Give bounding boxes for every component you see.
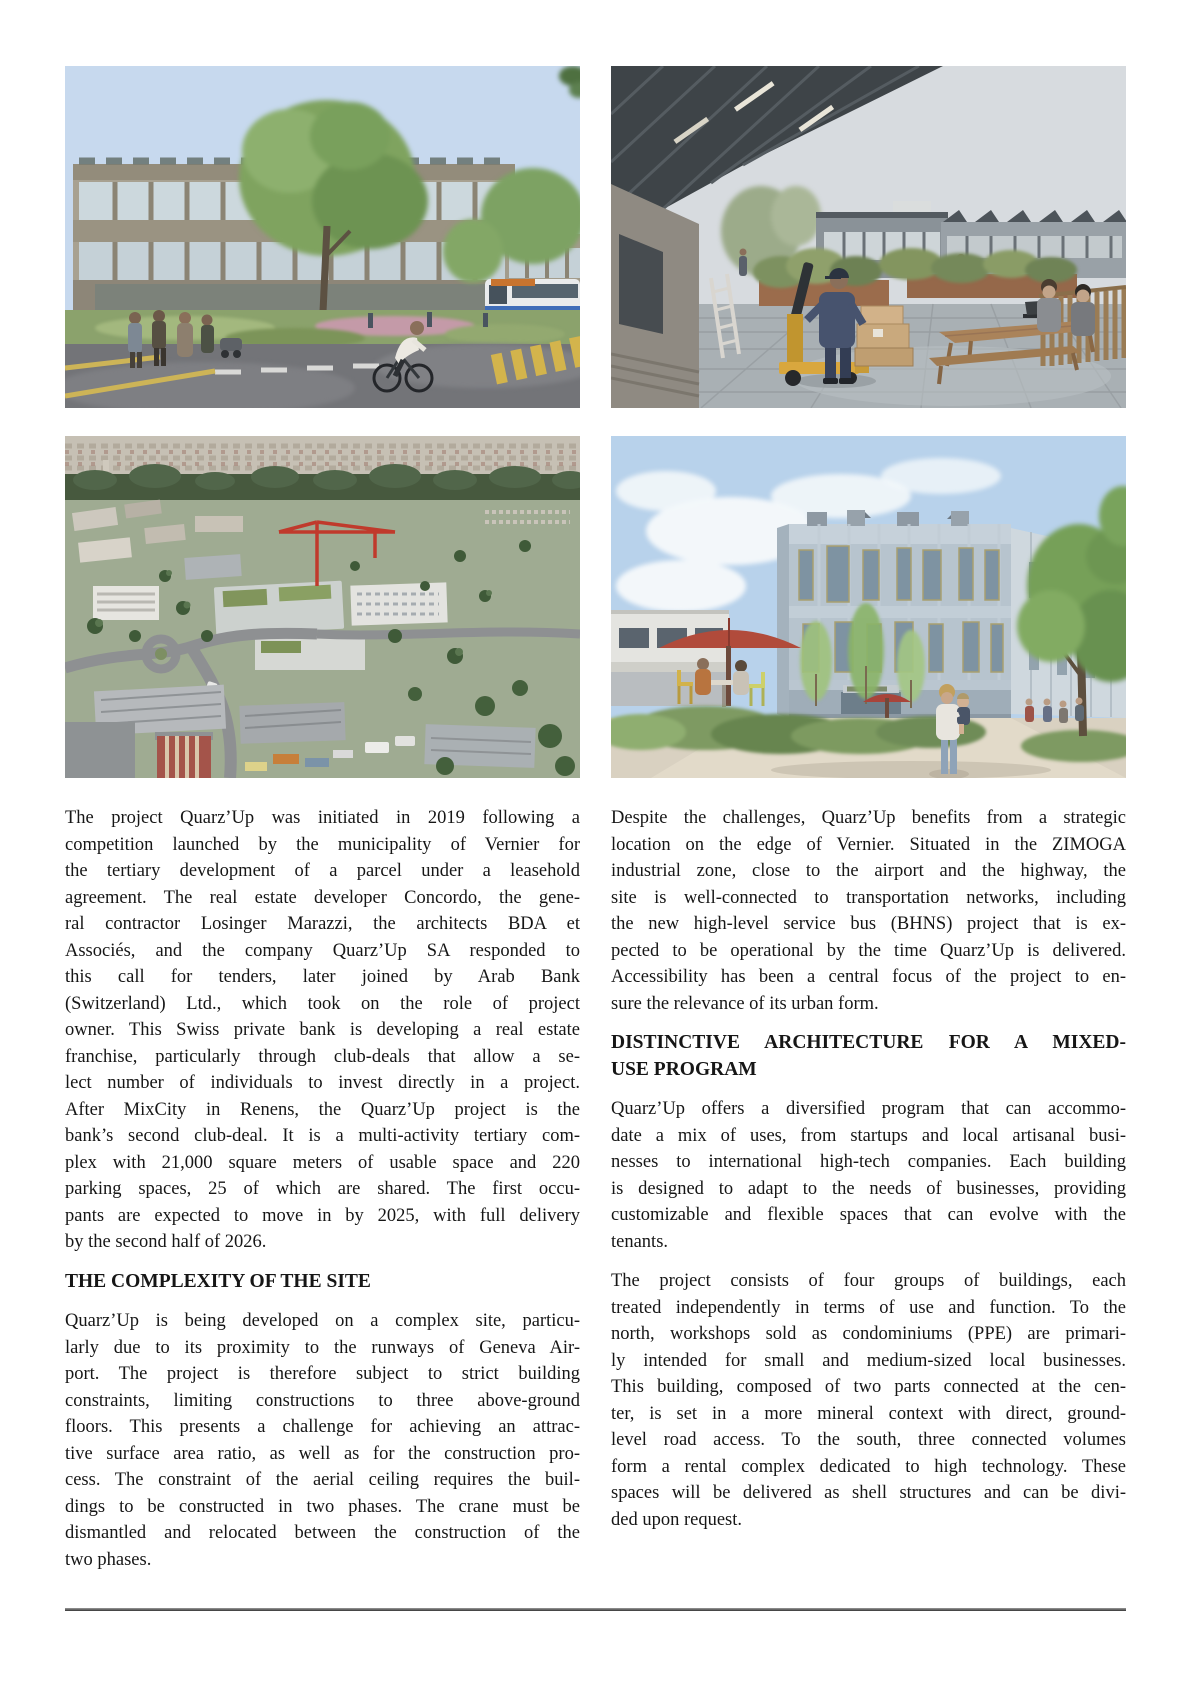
text-line: Quarz’Up is being developed on a complex site, particu- <box>65 1311 580 1331</box>
text-line: customizable and flexible spaces that can evolve with the <box>611 1205 1126 1225</box>
text-line: competition launched by the municipality of Vernier for <box>65 834 580 855</box>
text-line: This building, composed of two parts connected at the cen- <box>611 1377 1126 1397</box>
text-line: USE PROGRAM <box>611 1058 757 1080</box>
text-line: dismantled and relocated between the construction of the <box>65 1523 580 1543</box>
text-line: pants are expected to move in by 2025, with full delivery <box>65 1205 580 1226</box>
text-line: plex with 21,000 square meters of usable space and 220 <box>65 1152 580 1173</box>
text-line: After MixCity in Renens, the Quarz’Up project is the <box>65 1099 580 1120</box>
text-line: port. The project is therefore subject to strict building <box>65 1364 580 1384</box>
paragraph-program <box>611 1096 1126 1255</box>
figure-grid <box>65 66 1126 778</box>
text-line: sure the relevance of its urban form. <box>611 993 879 1014</box>
text-line: is designed to adapt to the needs of businesses, providing <box>611 1178 1126 1199</box>
text-line: spaces will be delivered as shell structures and can be divi- <box>611 1483 1126 1503</box>
text-line: Accessibility has been a central focus of the project to en- <box>611 967 1126 987</box>
text-line: larly due to its proximity to the runways of Geneva Air- <box>65 1337 580 1358</box>
text-line: industrial zone, close to the airport and the highway, the <box>611 861 1126 881</box>
text-line: DISTINCTIVE ARCHITECTURE FOR A MIXED- <box>611 1032 1126 1053</box>
paragraph-complexity <box>65 1308 580 1573</box>
text-line: nesses to international high-tech companies. Each building <box>611 1152 1126 1172</box>
text-line: constraints, limiting constructions to three above-ground <box>65 1390 580 1411</box>
text-line: date a mix of uses, from startups and local artisanal busi- <box>611 1125 1126 1146</box>
figure-aerial-view <box>65 436 580 778</box>
paragraph-intro <box>65 805 580 1256</box>
text-line: by the second half of 2026. <box>65 1232 267 1252</box>
text-line: The project Quarz’Up was initiated in 2019 following a <box>65 808 580 828</box>
street-view-illustration <box>65 66 580 408</box>
right-column <box>611 805 1126 1586</box>
text-line: level road access. To the south, three connected volumes <box>611 1430 1126 1450</box>
text-line: two phases. <box>65 1549 152 1570</box>
text-line: ded upon request. <box>611 1509 743 1530</box>
aerial-view-illustration <box>65 436 580 778</box>
text-line: cess. The constraint of the aerial ceiling requires the buil- <box>65 1470 580 1490</box>
heading-line: THE COMPLEXITY OF THE SITE <box>65 1270 371 1292</box>
rooftop-terrace-illustration <box>611 66 1126 408</box>
section-heading-architecture <box>611 1030 1126 1083</box>
figure-street-view <box>65 66 580 408</box>
text-line: floors. This presents a challenge for achieving an attrac- <box>65 1417 580 1437</box>
text-line: ter, is set in a more mineral context with direct, ground- <box>611 1403 1126 1424</box>
text-line: the new high-level service bus (BHNS) project that is ex- <box>611 914 1126 934</box>
text-line: lect number of individuals to invest directly in a project. <box>65 1073 580 1093</box>
text-line: pected to be operational by the time Quarz’Up is delivered. <box>611 940 1126 961</box>
figure-building-facade <box>611 436 1126 778</box>
paragraph-building-groups <box>611 1268 1126 1533</box>
text-line: tenants. <box>611 1231 669 1252</box>
footer-rule <box>65 1608 1126 1611</box>
text-line: (Switzerland) Ltd., which took on the role of project <box>65 993 580 1014</box>
text-line: franchise, particularly through club-deals that allow a se- <box>65 1046 580 1067</box>
text-line: ral contractor Losinger Marazzi, the architects BDA et <box>65 914 580 934</box>
text-line: Associés, and the company Quarz’Up SA responded to <box>65 940 580 961</box>
text-line: this call for tenders, later joined by Arab Bank <box>65 967 580 987</box>
paragraph-location <box>611 805 1126 1017</box>
text-line: north, workshops sold as condominiums (PPE) are primari- <box>611 1324 1126 1344</box>
text-line: the tertiary development of a parcel under a leasehold <box>65 861 580 881</box>
article-body <box>65 805 1126 1586</box>
text-line: Despite the challenges, Quarz’Up benefits from a strategic <box>611 808 1126 828</box>
building-facade-illustration <box>611 436 1126 778</box>
text-line: The project consists of four groups of buildings, each <box>611 1271 1126 1291</box>
text-line: agreement. The real estate developer Concordo, the gene- <box>65 887 580 908</box>
text-line: Quarz’Up offers a diversified program that can accommo- <box>611 1099 1126 1119</box>
text-line: bank’s second club-deal. It is a multi-activity tertiary com- <box>65 1126 580 1146</box>
text-line: owner. This Swiss private bank is developing a real estate <box>65 1020 580 1040</box>
text-line: location on the edge of Vernier. Situated in the ZIMOGA <box>611 834 1126 855</box>
text-line: dings to be constructed in two phases. The crane must be <box>65 1496 580 1517</box>
left-column <box>65 805 580 1586</box>
text-line: treated independently in terms of use and function. To the <box>611 1297 1126 1318</box>
text-line: site is well-connected to transportation networks, including <box>611 887 1126 908</box>
text-line: parking spaces, 25 of which are shared. The first occu- <box>65 1179 580 1199</box>
figure-rooftop-terrace <box>611 66 1126 408</box>
section-heading-complexity <box>65 1269 580 1296</box>
text-line: ly intended for small and medium-sized local businesses. <box>611 1350 1126 1371</box>
text-line: form a rental complex dedicated to high technology. These <box>611 1456 1126 1477</box>
text-line: tive surface area ratio, as well as for the construction pro- <box>65 1443 580 1464</box>
